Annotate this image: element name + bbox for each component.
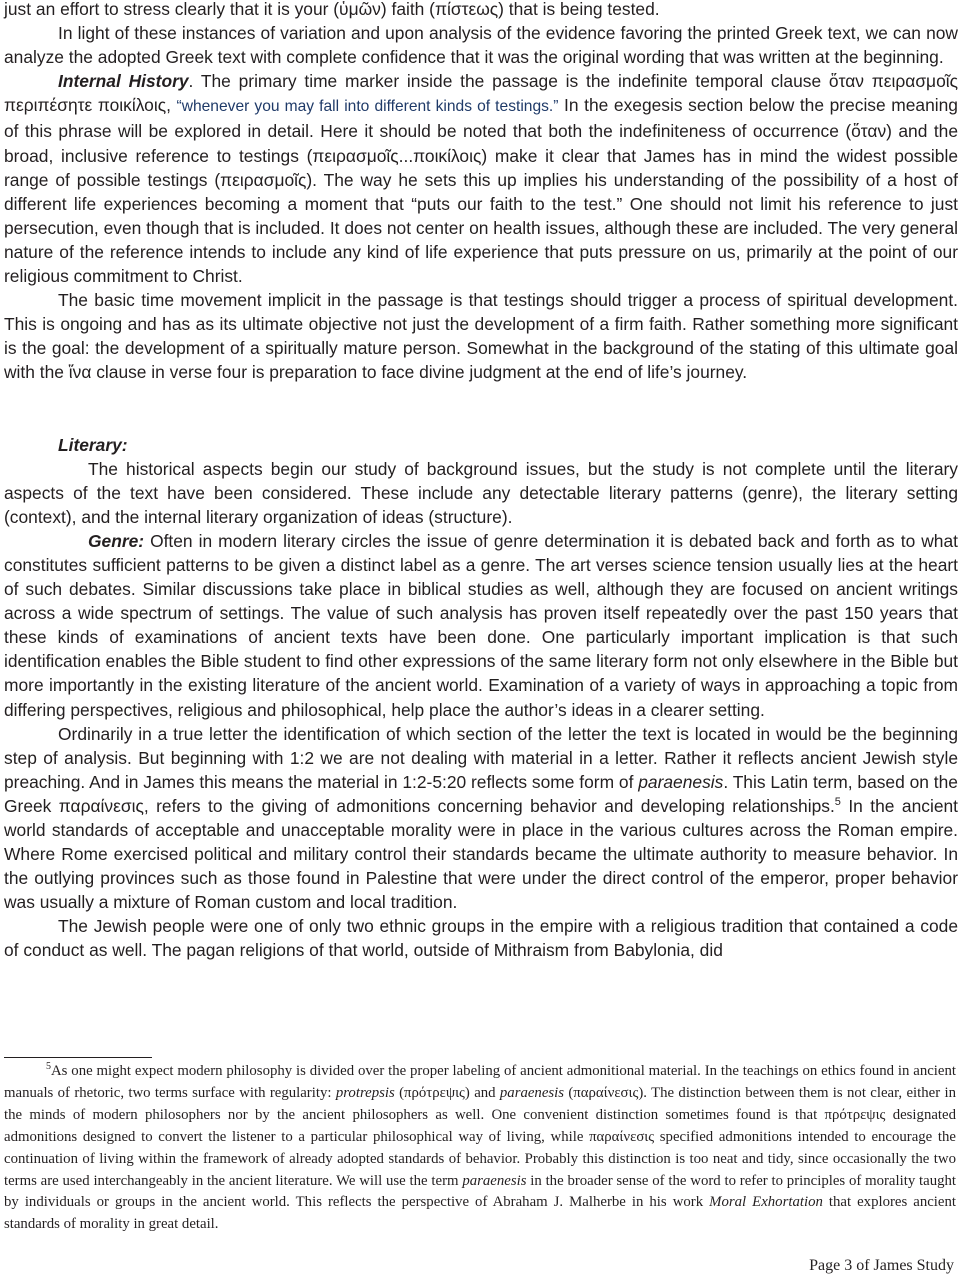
- footnote-term: paraenesis: [499, 1084, 565, 1101]
- paragraph-text: Ordinarily in a true letter the identification of which section of the letter the text is located in would be the beginning step of analysis. But beginning with 1:2 we are not dealing with material in a letter. Rather it reflects ancient Jewish style preaching. And in James this means the material in 1:2-5:20 reflects some form of: [4, 723, 958, 792]
- paragraph: [4, 722, 958, 915]
- footnote: [4, 1061, 956, 1236]
- footnote-term: protrepsis: [335, 1084, 395, 1101]
- footnote-text: in the broader sense of the word to refer to principles of morality taught by individuals or groups in the ancient world. This reflects the perspective of Abraham J. Malherbe in his work: [4, 1172, 956, 1211]
- main-text: [4, 0, 958, 963]
- section-heading: Literary:: [58, 434, 128, 455]
- paragraph-text: In the exegesis section below the precise meaning of this phrase will be explored in detail. Here it should be noted that both the indefiniteness of occurrence (ὅταν) and the broad, inclusive reference to testings (πειρασμοῖς...ποικίλοις) make it clear that James has in mind the widest possible range of possible testings (πειρασμοῖς). The way he sets this up implies his understanding of the possibility of a host of different life experiences becoming a moment that “puts our faith to the test.” One should not limit his reference to just persecution, even though that is included. It does not center on health issues, although these are included. The very general nature of the reference intends to include any kind of life experience that puts pressure on us, primarily at the point of our religious commitment to Christ.: [4, 95, 958, 287]
- paragraph: [4, 0, 958, 21]
- paragraph: [4, 69, 958, 288]
- section-heading: Internal History: [58, 71, 189, 92]
- paragraph-text: In light of these instances of variation and upon analysis of the evidence favoring the printed Greek text, we can now analyze the adopted Greek text with complete confidence that it was the original wording that was written at the beginning.: [4, 23, 958, 68]
- section-heading: Genre:: [88, 530, 145, 551]
- paragraph: [4, 529, 958, 722]
- paragraph: [4, 914, 958, 962]
- section-heading-line: [4, 433, 958, 457]
- spacer: [4, 385, 958, 433]
- footnote-paragraph: [4, 1061, 956, 1236]
- footnote-text: (παραίνεσις). The distinction between them is not clear, either in the minds of modern philosophers nor by the ancient philosophers as well. One convenient distinction sometimes found is that πρότρεψις designated admonitions designed to convert the listener to a particular philosophical way of living, while παραίνεσις specified admonitions intended to encourage the continuation of living within the framework of already adopted standards of behavior. Probably this distinction is too neat and tidy, since occasionally the two terms are used interchangeably in the ancient literature. We will use the term: [4, 1084, 956, 1189]
- footnote-term: paraenesis: [462, 1172, 527, 1189]
- paragraph: [4, 21, 958, 69]
- footnote-number: 5: [46, 1061, 51, 1073]
- latin-term: paraenesis: [638, 771, 724, 792]
- paragraph-text: The basic time movement implicit in the passage is that testings should trigger a process of spiritual development. This is ongoing and has as its ultimate objective not just the development of a firm faith. Rather something more significant is the goal: the development of a spiritually mature person. Somewhat in the background of the stating of this ultimate goal with the ἵνα clause in verse four is preparation to face divine judgment at the end of life’s journey.: [4, 290, 958, 383]
- footnote-text: (πρότρεψις) and: [394, 1084, 500, 1101]
- translation-quote: “whenever you may fall into different kinds of testings.”: [176, 98, 559, 116]
- footnote-text: that explores ancient standards of morality in great detail.: [4, 1194, 956, 1233]
- footnote-ref: 5: [834, 796, 841, 809]
- paragraph-text: In the ancient world standards of acceptable and unacceptable morality were in place in the various cultures across the Roman empire. Where Rome exercised political and military control their standards became the ultimate authority to measure behavior. In the outlying provinces such as those found in Palestine that were under the direct control of the emperor, proper behavior was usually a mixture of Roman custom and local tradition.: [4, 795, 958, 913]
- paragraph: [4, 457, 958, 529]
- footnote-text: As one might expect modern philosophy is divided over the proper labeling of ancient admonitional material. In the teachings on ethics found in ancient manuals of rhetoric, two terms surface with regularity:: [4, 1063, 956, 1101]
- paragraph-text: Often in modern literary circles the issue of genre determination it is debated back and forth as to what constitutes sufficient patterns to be given a distinct label as a genre. The art verses science tension usually lies at the heart of such debates. Similar discussions take place in biblical studies as well, although they are focused on ancient writings across a wide spectrum of settings. The value of such analysis has proven itself repeatedly over the past 150 years that these kinds of examinations of ancient texts have been done. One particularly important implication is that such identification enables the Bible student to find other expressions of the same literary form not only elsewhere in the Bible but more importantly in the existing literature of the ancient world. Examination of a variety of ways in approaching a topic from differing perspectives, religious and philosophical, help place the author’s ideas in a clearer setting.: [4, 530, 958, 720]
- paragraph-text: . The primary time marker inside the passage is the indefinite temporal clause ὅταν πειρασμοῖς περιπέσητε ποικίλοις,: [4, 71, 958, 116]
- paragraph-text: . This Latin term, based on the Greek παραίνεσις, refers to the giving of admonitions concerning behavior and developing relationships.: [4, 771, 958, 816]
- footnote-divider: [4, 1057, 152, 1058]
- paragraph-text: The historical aspects begin our study of background issues, but the study is not complete until the literary aspects of the text have been considered. These include any detectable literary patterns (genre), the literary setting (context), and the internal literary organization of ideas (structure).: [4, 458, 958, 527]
- paragraph-text: just an effort to stress clearly that it is your (ὑμῶν) faith (πίστεως) that is being tested.: [4, 0, 660, 19]
- paragraph: [4, 288, 958, 384]
- paragraph-text: The Jewish people were one of only two ethnic groups in the empire with a religious tradition that contained a code of conduct as well. The pagan religions of that world, outside of Mithraism from Babylonia, did: [4, 916, 958, 961]
- page-footer: Page 3 of James Study: [809, 1257, 954, 1274]
- footnote-work-title: Moral Exhortation: [709, 1194, 823, 1211]
